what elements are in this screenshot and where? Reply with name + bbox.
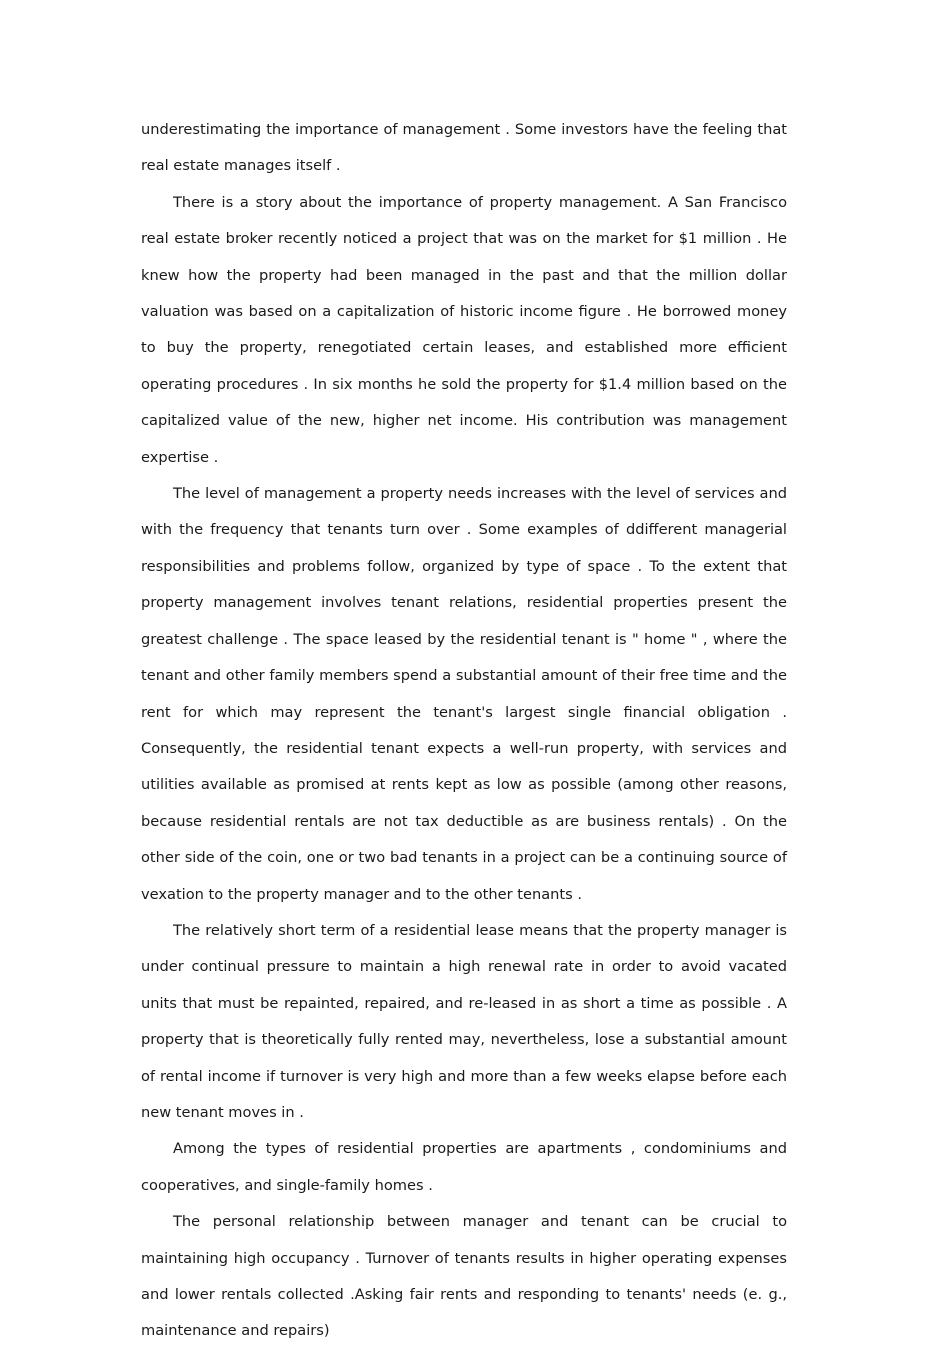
paragraph-management-level: The level of management a property needs increases with the level of services and with the frequency that tenants turn over . Some examples of ddifferent managerial responsibilities and problems follow, organized by type of space . To the extent that property management involves tenant relations, residential properties present the greatest challenge . The space leased by the residential tenant is " home " , where the tenant and other family members spend a substantial amount of their free time and the rent for which may represent the tenant's largest single financial obligation . Consequently, the residential tenant expects a well-run property, with services and utilities available as promised at rents kept as low as possible (among other reasons, because residential rentals are not tax deductible as are business rentals) . On the other side of the coin, one or two bad tenants in a project can be a continuing source of vexation to the property manager and to the other tenants .: [141, 485, 787, 903]
paragraph-relationship: The personal relationship between manager and tenant can be crucial to maintaining high occupancy . Turnover of tenants results in higher operating expenses and lower rentals collected .Asking fair rents and responding to tenants' needs (e. g., maintenance and repairs): [141, 1213, 787, 1340]
paragraph-property-types: Among the types of residential properties are apartments , condominiums and cooperatives, and single-family homes .: [141, 1140, 787, 1194]
paragraph-lease-term: The relatively short term of a residential lease means that the property manager is under continual pressure to maintain a high renewal rate in order to avoid vacated units that must be repainted, repaired, and re-leased in as short a time as possible . A property that is theoretically fully rented may, nevertheless, lose a substantial amount of rental income if turnover is very high and more than a few weeks elapse before each new tenant moves in .: [141, 921, 787, 1121]
paragraph-story: There is a story about the importance of property management. A San Francisco real estate broker recently noticed a project that was on the market for $1 million . He knew how the property had been managed in the past and that the million dollar valuation was based on a capitalization of historic income figure . He borrowed money to buy the property, renegotiated certain leases, and established more efficient operating procedures . In six months he sold the property for $1.4 million based on the capitalized value of the new, higher net income. His contribution was management expertise .: [141, 193, 787, 466]
document-body: [141, 112, 787, 1350]
paragraph-continuation: underestimating the importance of management . Some investors have the feeling that real estate manages itself .: [141, 121, 787, 175]
